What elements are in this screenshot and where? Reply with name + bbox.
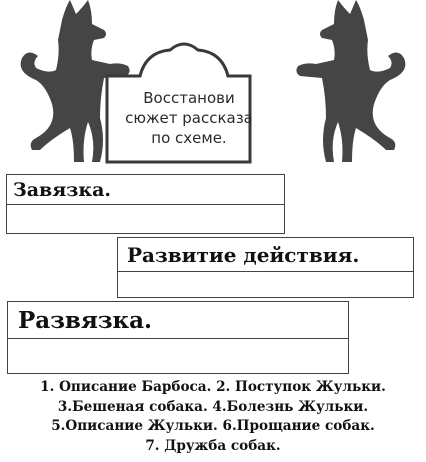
section-box-exposition xyxy=(6,174,285,234)
answer-field[interactable] xyxy=(8,339,348,373)
legend-line: 3.Бешеная собака. 4.Болезнь Жульки. xyxy=(57,398,369,415)
section-title: Завязка. xyxy=(7,175,284,205)
sign-line: по схеме. xyxy=(151,129,227,147)
sign-caption xyxy=(118,88,260,148)
sign-line: сюжет рассказа xyxy=(125,109,253,127)
events-legend xyxy=(0,378,426,456)
answer-field[interactable] xyxy=(118,272,413,297)
section-box-denouement xyxy=(7,301,349,374)
section-box-rising-action xyxy=(117,237,414,298)
right-dog-silhouette xyxy=(296,0,405,162)
legend-line: 5.Описание Жульки. 6.Прощание собак. xyxy=(51,418,375,434)
answer-field[interactable] xyxy=(7,205,284,233)
sign-line: Восстанови xyxy=(143,89,235,107)
legend-line: 1. Описание Барбоса. 2. Поступок Жульки. xyxy=(40,379,386,395)
section-title: Развязка. xyxy=(8,302,348,339)
section-title: Развитие действия. xyxy=(118,238,413,272)
legend-line: 7. Дружба собак. xyxy=(145,437,281,454)
